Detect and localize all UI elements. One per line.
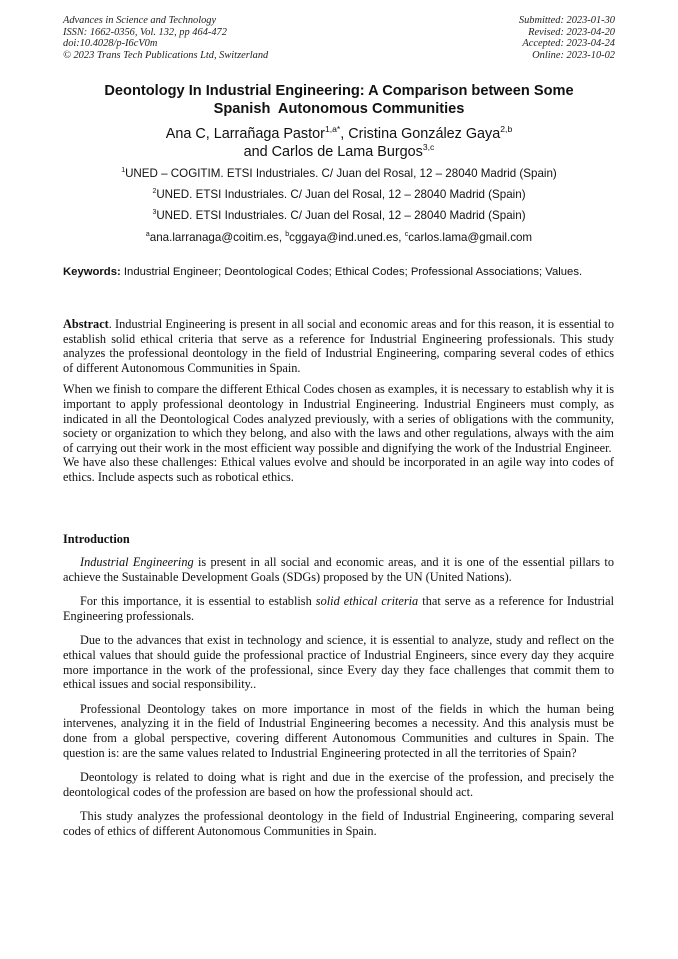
affiliation-3 [60, 209, 618, 223]
author-2-marker: 2,b [500, 124, 513, 135]
author-1: Ana C, Larrañaga Pastor [165, 126, 325, 142]
email-a-marker: a [145, 231, 150, 239]
journal-info [63, 15, 268, 61]
intro-paragraph-3: Due to the advances that exist in technology and science, it is essential to analyze, study and reflect on the ethical values that should guide the professional practice of Industrial Engineers, since every day they acquire more importance in the work of the professional, since Every day they face challenges that commit them to ethical issues and social responsibility.. [63, 633, 614, 692]
introduction-heading: Introduction [63, 532, 130, 546]
abstract [63, 317, 614, 485]
intro-paragraph-5: Deontology is related to doing what is right and due in the exercise of the profession, and precisely the deontological codes of the profession are based on how the professional should act. [63, 770, 614, 799]
journal-copyright: © 2023 Trans Tech Publications Ltd, Switzerland [63, 49, 269, 61]
keywords-text: Industrial Engineer; Deontological Codes; Ethical Codes; Professional Associations; Values. [120, 266, 583, 278]
author-3-marker: 3,c [422, 142, 435, 153]
intro-p1-text: is present in all social and economic areas, and it is one of the essential pillars to achieve the Sustainable Development Goals (SDGs) proposed by the UN (United Nations). [63, 555, 614, 584]
title-line-2: Spanish Autonomous Communities [213, 101, 465, 117]
paper-title [60, 82, 618, 118]
date-submitted: Submitted: 2023-01-30 [518, 15, 615, 26]
date-revised: Revised: 2023-04-20 [528, 26, 615, 38]
affiliation-3-text: UNED. ETSI Industriales. C/ Juan del Rosal, 12 – 28040 Madrid (Spain) [156, 209, 526, 222]
abstract-paragraph-3: We have also these challenges: Ethical values evolve and should be incorporated in an agile way into codes of ethics. Include aspects such as robotical ethics. [63, 455, 614, 484]
abstract-paragraph-2: When we finish to compare the different Ethical Codes chosen as examples, it is necessary to establish why it is important to apply professional deontology in Industrial Engineering. Industrial Engineers must comply, as indicated in all the Deontological Codes analyzed previously, with a series of obligations with the community, society or organization to which they belong, and also with the laws and other regulations, always with the aim of carrying out their work in the most efficient way possible and dignifying the work of the Industrial Engineer. [63, 382, 614, 455]
intro-p2-text-b: that serve as a reference for Industrial Engineering professionals. [63, 594, 615, 623]
title-line-1: Deontology In Industrial Engineering: A Comparison between Some [104, 83, 574, 99]
intro-p1-italic: Industrial Engineering [80, 555, 194, 569]
author-3: and Carlos de Lama Burgos [243, 144, 423, 160]
affiliation-2-text: UNED. ETSI Industriales. C/ Juan del Rosal, 12 – 28040 Madrid (Spain) [156, 188, 526, 201]
email-a: ana.larranaga@coitim.es, [149, 231, 286, 244]
date-accepted: Accepted: 2023-04-24 [522, 38, 615, 50]
author-list [60, 125, 618, 161]
email-c-marker: c [404, 231, 409, 239]
publication-dates [519, 15, 615, 61]
intro-paragraph-4: Professional Deontology takes on more importance in most of the fields in which the human being intervenes, analyzing it in the field of Industrial Engineering becomes a necessity. And this analysis must be done from a global perspective, covering different Autonomous Communities and cultures in Spain. The question is: are the same values related to Industrial Engineering protected in all the territories of Spain? [63, 701, 614, 760]
intro-p2-text-a: For this importance, it is essential to establish [80, 594, 316, 609]
intro-paragraph-1 [63, 555, 614, 584]
email-c: carlos.lama@gmail.com [408, 231, 533, 244]
intro-paragraph-6: This study analyzes the professional deontology in the field of Industrial Engineering, comparing several codes of ethics of different Autonomous Communities in Spain. [63, 809, 614, 838]
affiliation-2 [60, 188, 618, 202]
keywords [63, 266, 614, 280]
keywords-label: Keywords: [63, 266, 121, 278]
abstract-label: Abstract [63, 317, 109, 331]
journal-name: Advances in Science and Technology [63, 15, 217, 26]
abstract-text-1: . Industrial Engineering is present in all social and economic areas and for this reason, it is essential to establish solid ethical criteria that serve as a reference for Industrial Engineering professionals. This study analyzes the professional deontology in the field of Industrial Engineering, comparing several codes of ethics of different Autonomous Communities in Spain. [63, 317, 614, 375]
email-b-marker: b [285, 231, 290, 239]
intro-p2-italic: solid ethical criteria [315, 594, 419, 609]
author-2: , Cristina González Gaya [340, 126, 501, 142]
affiliation-1-text: UNED – COGITIM. ETSI Industriales. C/ Juan del Rosal, 12 – 28040 Madrid (Spain) [125, 167, 557, 180]
affiliation-2-marker: 2 [152, 188, 157, 196]
email-b: cggaya@ind.uned.es, [289, 231, 405, 244]
intro-paragraph-2 [63, 594, 614, 623]
affiliation-1 [60, 167, 618, 181]
date-online: Online: 2023-10-02 [532, 49, 615, 61]
author-emails [60, 231, 618, 245]
abstract-paragraph-1 [63, 317, 614, 375]
affiliation-1-marker: 1 [121, 167, 126, 175]
journal-issn: ISSN: 1662-0356, Vol. 132, pp 464-472 [63, 26, 227, 38]
author-1-marker: 1,a* [324, 124, 341, 135]
introduction-body [63, 555, 614, 839]
journal-doi: doi:10.4028/p-I6cV0m [63, 38, 158, 50]
affiliation-3-marker: 3 [152, 209, 157, 217]
